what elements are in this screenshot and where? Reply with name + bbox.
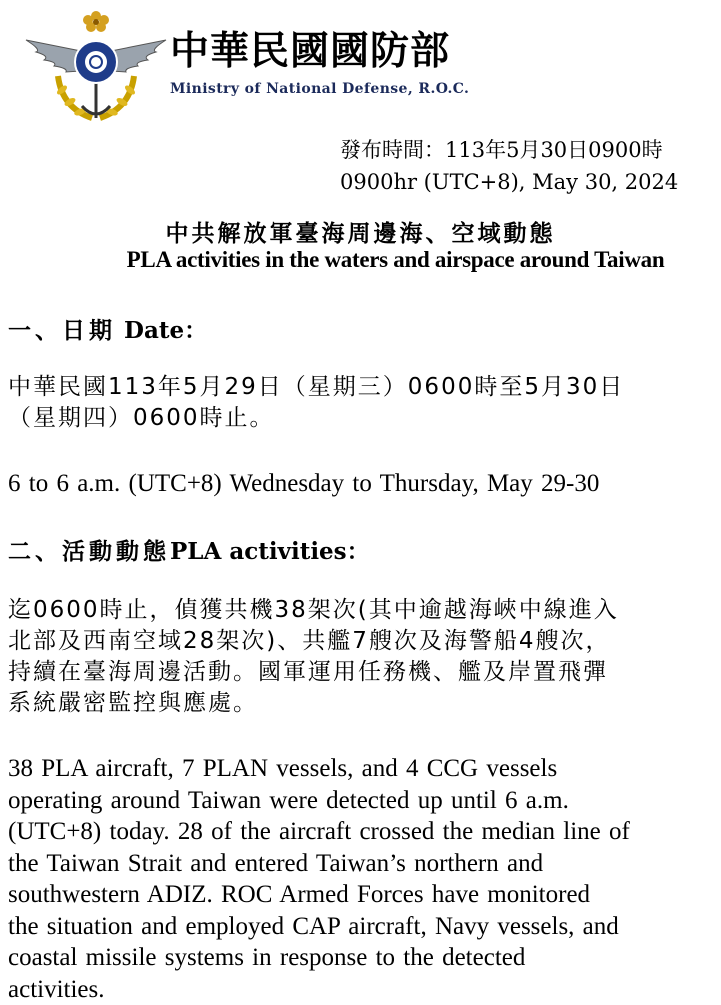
release-time-zh: 發布時間：113年5月30日0900時 (340, 134, 678, 166)
date-line-en: 6 to 6 a.m. (UTC+8) Wednesday to Thursday, May 29-30 (8, 468, 599, 500)
section-date-heading (8, 312, 207, 345)
activities-line-en: 38 PLA aircraft, 7 PLAN vessels, and 4 CCG vessels (8, 753, 630, 785)
activities-line-en: (UTC+8) today. 28 of the aircraft crossed the median line of (8, 816, 630, 848)
document-title-zh: 中共解放軍臺海周邊海、空域動態 (0, 215, 721, 248)
mnd-emblem-icon (22, 6, 170, 126)
activities-line-zh: 北部及西南空域28架次)、共艦7艘次及海警船4艘次， (8, 626, 619, 657)
date-line-zh: （星期四）0600時止。 (8, 403, 624, 434)
activities-line-en: activities. (8, 974, 630, 1005)
activities-line-en: operating around Taiwan were detected up until 6 a.m. (8, 785, 630, 817)
activities-line-zh: 迄0600時止，偵獲共機38架次(其中逾越海峽中線進入 (8, 595, 619, 626)
section-activities-heading-zh: 二、活動動態 (8, 539, 170, 565)
date-line-zh: 中華民國113年5月29日（星期三）0600時至5月30日 (8, 372, 624, 403)
release-time (340, 134, 678, 198)
organization-name-zh: 中華民國國防部 (170, 32, 450, 71)
activities-paragraph-en (8, 753, 630, 1005)
activities-line-zh: 系統嚴密監控與應處。 (8, 688, 619, 719)
activities-paragraph-zh (8, 595, 619, 719)
activities-line-en: southwestern ADIZ. ROC Armed Forces have monitored (8, 879, 630, 911)
section-activities-heading (8, 533, 370, 566)
date-paragraph-en (8, 468, 599, 500)
activities-line-en: coastal missile systems in response to the detected (8, 942, 630, 974)
document-title-en: PLA activities in the waters and airspace around Taiwan (35, 247, 721, 273)
activities-line-en: the situation and employed CAP aircraft, Navy vessels, and (8, 911, 630, 943)
release-time-en: 0900hr (UTC+8), May 30, 2024 (340, 166, 678, 198)
activities-line-en: the Taiwan Strait and entered Taiwan’s northern and (8, 848, 630, 880)
date-paragraph-zh (8, 372, 624, 434)
organization-name-en: Ministry of National Defense, R.O.C. (170, 81, 469, 97)
section-date-heading-zh: 一、日期 (8, 318, 116, 344)
section-date-heading-en: Date： (116, 317, 207, 344)
activities-line-zh: 持續在臺海周邊活動。國軍運用任務機、艦及岸置飛彈 (8, 657, 619, 688)
section-activities-heading-en: PLA activities： (170, 538, 370, 565)
